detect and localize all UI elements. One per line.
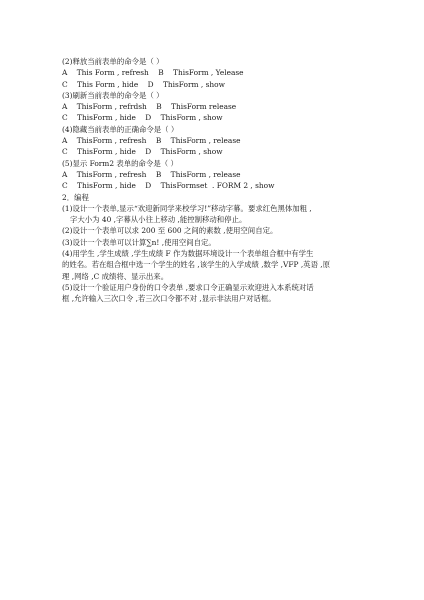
options-a-b: A ThisForm , refrdsh B ThisForm release: [62, 102, 237, 112]
exercise-2: (2)设计一个表单可以求 200 至 600 之间的素数 ,使用空间自定。: [62, 226, 278, 236]
exercise-4-line-1: (4)用学生 ,学生成绩 ,学生成绩 F 作为数据环境设计一个表单组合框中有学生: [62, 249, 314, 259]
document-body: [62, 56, 372, 305]
question-stem: (4)隐藏当前表单的正确命令是（ ）: [62, 124, 179, 134]
options-c-d: C ThisForm , hide D ThisForm , show: [62, 147, 223, 157]
options-c-d: C ThisForm , hide D ThisFormset . FORM 2 , show: [62, 181, 275, 191]
exercise-4-line-2: 的姓名。若在组合框中选一个学生的姓名 ,该学生的入学成绩 ,数学 ,VFP ,英语 ,原: [62, 260, 331, 270]
options-c-d: C This Form , hide D ThisForm , show: [62, 79, 225, 89]
exercise-4-line-3: 理 ,网络 ,C 成绩将、显示出来。: [62, 271, 169, 281]
question-stem: (5)显示 Form2 表单的命令是（ ）: [62, 158, 178, 168]
question-block: [62, 90, 372, 124]
question-block: [62, 56, 372, 90]
programming-section: [62, 192, 372, 305]
question-stem: (3)刷新当前表单的命令是（ ）: [62, 90, 164, 100]
options-a-b: A ThisForm , refresh B ThisForm , release: [62, 169, 241, 179]
exercise-1-line-1: (1)设计一个表单,显示“欢迎新同学来校学习!”移动字幕。要求红色黑体加粗 ,: [62, 203, 312, 213]
section-heading: 2．编程: [62, 192, 89, 202]
options-c-d: C ThisForm , hide D ThisForm , show: [62, 113, 223, 123]
question-stem: (2)释放当前表单的命令是（ ）: [62, 57, 164, 66]
question-block: [62, 158, 372, 192]
question-block: [62, 124, 372, 158]
exercise-5-line-2: 框 ,允许输入三次口令 ,若三次口令都不对 ,显示非法用户对话框。: [62, 294, 276, 304]
options-a-b: A This Form , refresh B ThisForm , Yelease: [62, 68, 244, 78]
exercise-5-line-1: (5)设计一个验证用户身份的口令表单 ,要求口令正确显示欢迎进入本系统对话: [62, 282, 314, 292]
exercise-1-line-2: 字大小为 40 ,字幕从小往上移动 ,能控制移动和停止。: [70, 215, 247, 225]
options-a-b: A ThisForm , refresh B ThisForm , release: [62, 136, 241, 146]
exercise-3: (3)设计一个表单可以计算∑n! ,使用空间自定。: [62, 237, 216, 247]
